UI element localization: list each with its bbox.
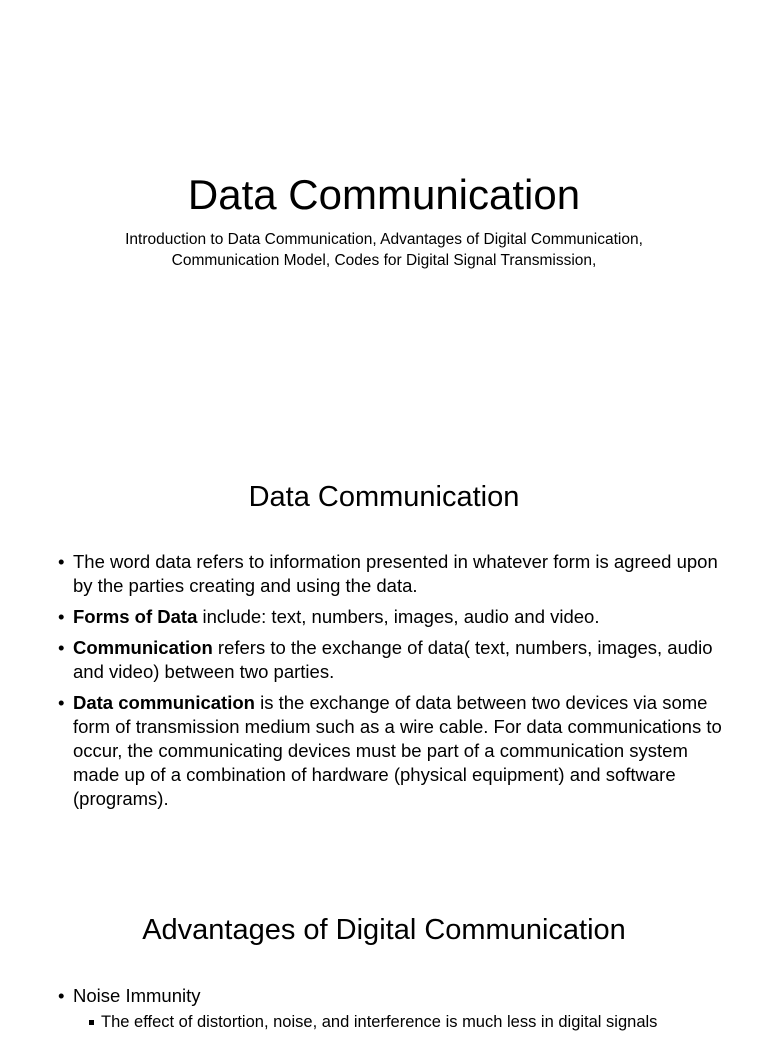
slide-2-bullet-list — [58, 550, 728, 818]
bullet-data-definition — [58, 550, 728, 598]
slide-2-title: Data Communication — [248, 481, 520, 513]
bullet-dot-icon: • — [58, 985, 65, 1006]
title-slide-subtitle: Introduction to Data Communication, Advantages of Digital Communication, Communication Model, Codes for Digital Signal Transmission, — [125, 231, 643, 269]
bullet-noise-immunity — [58, 984, 748, 1033]
bullet-communication — [58, 636, 728, 684]
sub-bullet-item — [73, 1011, 748, 1033]
bullet-bold-term: Forms of Data — [73, 606, 198, 627]
slide-3-title: Advantages of Digital Communication — [142, 914, 626, 946]
bullet-dot-icon: • — [58, 637, 65, 658]
bullet-data-communication — [58, 691, 728, 811]
bullet-text: refers to the exchange of data( text, numbers, images, audio and video) between two parties. — [73, 637, 713, 682]
bullet-dot-icon: • — [58, 551, 65, 572]
bullet-text: include: text, numbers, images, audio and video. — [197, 606, 600, 627]
bullet-text: Noise Immunity — [73, 985, 201, 1006]
bullet-text: The word data refers to information presented in whatever form is agreed upon by the parties creating and using the data. — [73, 551, 718, 596]
slide-3-bullet-list — [58, 984, 748, 1040]
square-bullet-icon — [89, 1020, 94, 1025]
bullet-bold-term: Data communication — [73, 692, 255, 713]
bullet-bold-term: Communication — [73, 637, 213, 658]
bullet-text: is the exchange of data between two devices via some form of transmission medium such as a wire cable. For data communications to occur, the communicating devices must be part of a communication system made up of a combination of hardware (physical equipment) and software (programs). — [73, 692, 722, 809]
sub-bullet-list — [73, 1011, 748, 1033]
bullet-forms-of-data — [58, 605, 728, 629]
sub-bullet-text: The effect of distortion, noise, and interference is much less in digital signals — [101, 1013, 658, 1031]
title-slide-heading: Data Communication — [187, 171, 581, 218]
bullet-dot-icon: • — [58, 606, 65, 627]
bullet-dot-icon: • — [58, 692, 65, 713]
